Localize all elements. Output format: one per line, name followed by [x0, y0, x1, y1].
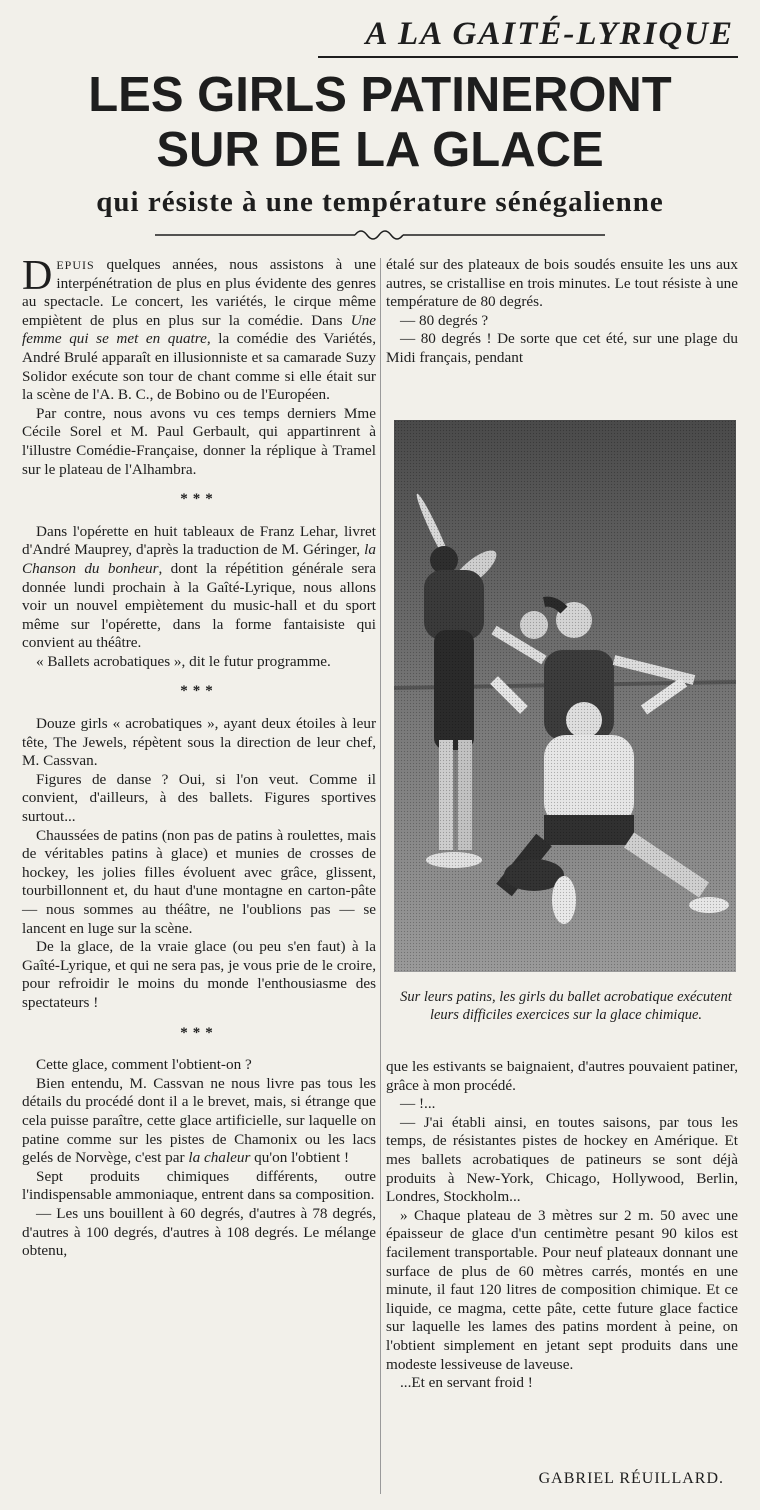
text-run: , dont la répétition générale sera donnée lundi prochain à la Gaîté-Lyrique, nous allons voir un nouvel empiètement du music-hall et du sport même sur l'opérette, dans la forme fantaisiste qui convient au théâtre. — [22, 559, 376, 652]
paragraph: Par contre, nous avons vu ces temps derniers Mme Cécile Sorel et M. Paul Gerbault, qui appartinrent à l'illustre Comédie-Française, donner la réplique à Tramel sur le plateau de l'Alhambra. — [22, 404, 376, 478]
headline-line-2: SUR DE LA GLACE — [156, 123, 604, 177]
paragraph — [22, 523, 376, 653]
text-run: , la comédie des Variétés, André Brulé apparaît en illusionniste et sa camarade Suzy Solidor exécute son tour de chant comme si elle était sur la scène de l'A. B. C., de Bobino ou de l'Européen. — [22, 330, 376, 404]
section-break-stars: *** — [180, 491, 218, 508]
paragraph — [22, 1075, 376, 1168]
paragraph: Figures de danse ? Oui, si l'on veut. Comme il convient, d'ailleurs, à des ballets. Figures sportives surtout... — [22, 770, 376, 826]
article-headline — [0, 68, 760, 178]
paragraph: — J'ai établi ainsi, en toutes saisons, par tous les temps, de résistantes pistes de hockey en Amérique. Et mes ballets acrobatiques de patineurs se sont déjà produits à New-York, Chicago, Hollywood, Berlin, Londres, Stockholm... — [386, 1113, 738, 1206]
italic-title: Une femme qui se met en quatre — [22, 311, 376, 348]
text-run: Bien entendu, M. Cassvan ne nous livre pas tous les détails du procédé dont il a le brevet, mais, si étrange que cela puisse paraître, cette glace artificielle, sur laquelle on patine comme sur les pistes de Chamonix ou les lacs gelés de Norvège, c'est par — [22, 1074, 376, 1167]
section-break-stars: *** — [180, 683, 218, 700]
photo-caption: Sur leurs patins, les girls du ballet acrobatique exécutent leurs difficiles exercices sur la glace chimique. — [400, 989, 732, 1023]
paragraph: — 80 degrés ? — [400, 311, 489, 329]
left-column — [22, 253, 376, 1261]
paragraph: De la glace, de la vraie glace (ou peu s'en faut) à la Gaîté-Lyrique, et qui ne sera pas, je vous prie de le croire, pour refroidir le moins du monde l'enthousiasme des spectateurs ! — [22, 938, 376, 1011]
italic-title: la Chanson du bonheur — [22, 541, 376, 577]
article-kicker: A LA GAITÉ-LYRIQUE — [365, 16, 734, 52]
paragraph: étalé sur des plateaux de bois soudés ensuite les uns aux autres, se cristallise en trois minutes. Le tout résiste à une température de 80 degrés. — [386, 256, 738, 311]
kicker-rule — [318, 56, 738, 58]
text-run: qu'on l'obtient ! — [250, 1149, 350, 1167]
paragraph: Cette glace, comment l'obtient-on ? — [36, 1056, 252, 1074]
column-divider — [380, 258, 381, 1494]
ornament-divider — [155, 226, 605, 240]
paragraph: ...Et en servant froid ! — [400, 1374, 533, 1392]
skaters-photo-illustration — [394, 420, 736, 972]
paragraph: Sept produits chimiques différents, outre l'indispensable ammoniaque, entrent dans sa composition. — [22, 1167, 376, 1204]
right-column-bottom — [386, 1058, 738, 1393]
italic-phrase: la chaleur — [188, 1149, 251, 1167]
article-subhead: qui résiste à une température sénégalienne — [96, 186, 664, 218]
paragraph: Chaussées de patins (non pas de patins à roulettes, mais de véritables patins à glace) et munies de crosses de hockey, les jolies filles évoluent avec grâce, glissent, tourbillonnent et, du haut d'une montagne en carton-pâte — nous sommes au théâtre, ne l'oublions pas — se lancent en luge sur la scène. — [22, 826, 376, 937]
headline-line-1: LES GIRLS PATINERONT — [88, 68, 672, 122]
paragraph: — !... — [400, 1095, 436, 1113]
paragraph: — Les uns bouillent à 60 degrés, d'autres à 78 degrés, d'autres à 100 degrés, d'autres à 108 degrés. Le mélange obtenu, — [22, 1204, 376, 1260]
text-run: Dans l'opérette en huit tableaux de Franz Lehar, livret d'André Mauprey, d'après la traduction de M. Géringer, — [22, 522, 376, 559]
right-column-top — [386, 256, 738, 368]
paragraph: Douze girls « acrobatiques », ayant deux étoiles à leur tête, The Jewels, répètent sous la direction de leur chef, M. Cassvan. — [22, 715, 376, 770]
drop-cap: D — [22, 253, 53, 299]
section-break-stars: *** — [180, 1024, 218, 1041]
paragraph: « Ballets acrobatiques », dit le futur programme. — [36, 652, 331, 670]
small-caps-opening: EPUIS — [56, 258, 95, 272]
paragraph — [22, 253, 376, 405]
author-signature: GABRIEL RÉUILLARD. — [538, 1470, 724, 1487]
text-run: quelques années, nous assistons à une interpénétration de plus en plus évidente des genres au spectacle. Le concert, les variétés, le cirque même empiètent de plus en plus sur la comédie. Dans — [22, 256, 376, 329]
paragraph: — 80 degrés ! De sorte que cet été, sur une plage du Midi français, pendant — [386, 330, 738, 366]
article-photo — [394, 420, 736, 972]
paragraph: » Chaque plateau de 3 mètres sur 2 m. 50 avec une épaisseur de glace d'un centimètre pesant 90 kilos est facilement transportable. Pour neuf plateaux donnant une surface de plus de 60 mètres carrés, montés en une minute, il faut 120 litres de composition chimique. Et ce liquide, ce magma, cette pâte, cette future glace factice sur laquelle les lames des patins mordent à peine, on l'obtient simplement en jetant sept produits dans une modeste lessiveuse de laveuse. — [386, 1206, 738, 1373]
paragraph: que les estivants se baignaient, d'autres pouvaient patiner, grâce à mon procédé. — [386, 1058, 738, 1094]
